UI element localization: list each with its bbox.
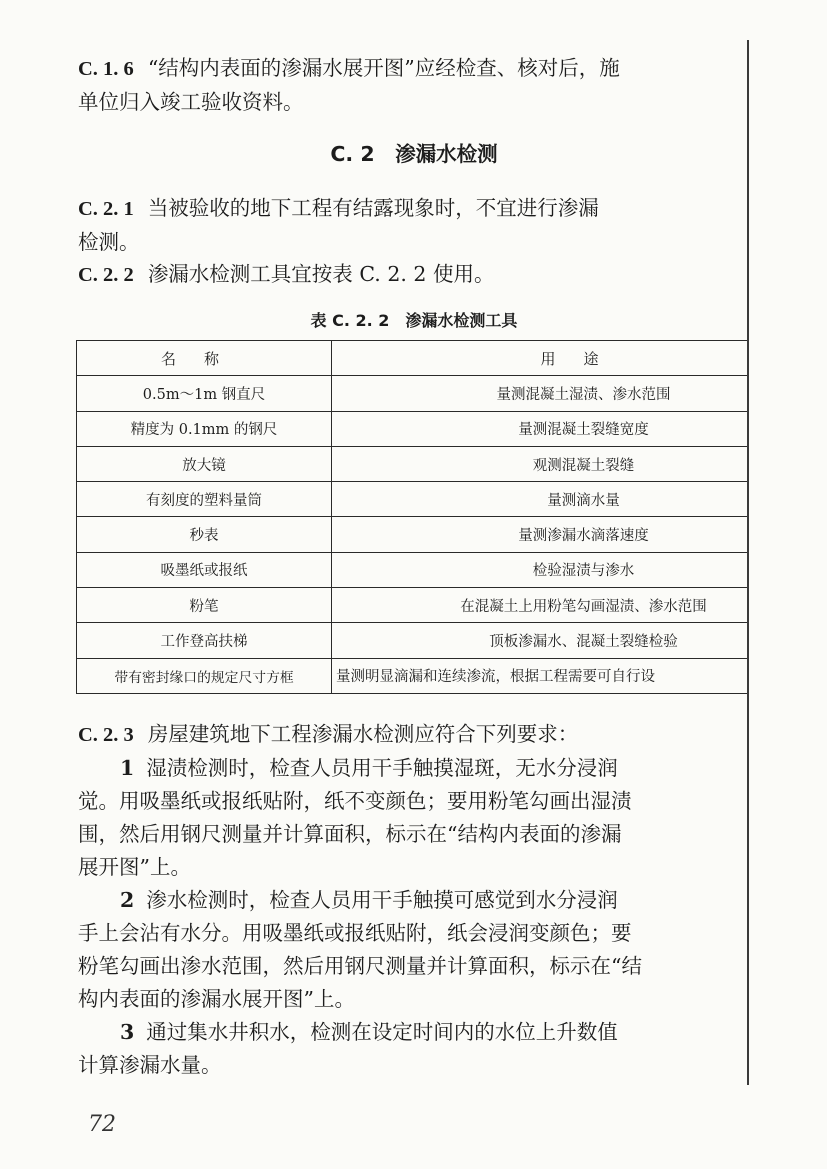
cell-name: 工作登高扶梯	[77, 623, 332, 658]
clause-c-1-6	[78, 52, 750, 119]
clause-c-2-2	[78, 258, 750, 292]
cell-name: 精度为 0.1mm 的钢尺	[77, 411, 332, 446]
item-text: 粉笔勾画出渗水范围，然后用钢尺测量并计算面积，标示在“结	[78, 954, 642, 978]
item-text: 计算渗漏水量。	[78, 1053, 222, 1077]
list-item-2	[78, 884, 750, 917]
cell-use: 检验湿渍与渗水	[332, 552, 748, 587]
cell-name: 粉笔	[77, 588, 332, 623]
item-text: 通过集水井积水，检测在设定时间内的水位上升数值	[146, 1020, 618, 1044]
clause-line	[78, 258, 750, 292]
table-header-row	[77, 341, 748, 376]
item-text: 手上会沾有水分。用吸墨纸或报纸贴附，纸会浸润变颜色；要	[78, 921, 632, 945]
item-text: 构内表面的渗漏水展开图”上。	[78, 987, 355, 1011]
cell-name: 带有密封缘口的规定尺寸方框	[77, 658, 332, 693]
item-number: 1	[120, 756, 135, 780]
list-item-3	[78, 1016, 750, 1049]
header-use: 用途	[332, 341, 748, 376]
clause-c-2-1	[78, 192, 750, 259]
table-row	[77, 658, 748, 693]
table-caption: 表 C. 2. 2 渗漏水检测工具	[310, 311, 518, 330]
clause-number: C. 2. 3	[78, 724, 134, 746]
clause-number: C. 2. 1	[78, 198, 134, 220]
cell-name: 有刻度的塑料量筒	[77, 482, 332, 517]
clause-number: C. 1. 6	[78, 58, 134, 80]
cell-use: 量测混凝土裂缝宽度	[332, 411, 748, 446]
clause-c-2-3	[78, 718, 750, 1082]
table-row	[77, 446, 748, 481]
clause-line	[78, 192, 750, 226]
list-item-1	[78, 752, 750, 785]
clause-line	[78, 52, 750, 86]
page-number: 72	[88, 1112, 116, 1137]
cell-use: 量测渗漏水滴落速度	[332, 517, 748, 552]
item-number: 2	[120, 888, 135, 912]
cell-name: 秒表	[77, 517, 332, 552]
item-text: 展开图”上。	[78, 855, 191, 879]
tools-table	[76, 340, 747, 694]
cell-use: 量测明显滴漏和连续渗流，根据工程需要可自行设	[332, 658, 748, 693]
cell-use: 量测混凝土湿渍、渗水范围	[332, 376, 748, 411]
clause-text: 单位归入竣工验收资料。	[78, 90, 304, 114]
clause-text: “结构内表面的渗漏水展开图”应经检查、核对后，施	[147, 56, 620, 80]
item-text: 湿渍检测时，检查人员用干手触摸湿斑，无水分浸润	[146, 756, 618, 780]
clause-text: 渗漏水检测工具宜按表 C. 2. 2 使用。	[147, 262, 495, 286]
cell-use: 顶板渗漏水、混凝土裂缝检验	[332, 623, 748, 658]
cell-name: 吸墨纸或报纸	[77, 552, 332, 587]
table-row	[77, 517, 748, 552]
item-text: 觉。用吸墨纸或报纸贴附，纸不变颜色；要用粉笔勾画出湿渍	[78, 789, 632, 813]
clause-text: 当被验收的地下工程有结露现象时，不宜进行渗漏	[147, 196, 599, 220]
cell-name: 放大镜	[77, 446, 332, 481]
table-row	[77, 588, 748, 623]
clause-text: 检测。	[78, 230, 140, 254]
item-number: 3	[120, 1020, 135, 1044]
cell-use: 量测滴水量	[332, 482, 748, 517]
item-text: 渗水检测时，检查人员用干手触摸可感觉到水分浸润	[146, 888, 618, 912]
table-row	[77, 376, 748, 411]
cell-name: 0.5m～1m 钢直尺	[77, 376, 332, 411]
table-row	[77, 482, 748, 517]
table-row	[77, 623, 748, 658]
table-row	[77, 411, 748, 446]
clause-number: C. 2. 2	[78, 264, 134, 286]
clause-line	[78, 718, 750, 752]
clause-text: 房屋建筑地下工程渗漏水检测应符合下列要求：	[147, 722, 579, 746]
header-name: 名称	[77, 341, 332, 376]
item-text: 围，然后用钢尺测量并计算面积，标示在“结构内表面的渗漏	[78, 822, 622, 846]
cell-use: 观测混凝土裂缝	[332, 446, 748, 481]
section-title: C. 2 渗漏水检测	[330, 142, 498, 166]
table-row	[77, 552, 748, 587]
cell-use: 在混凝土上用粉笔勾画湿渍、渗水范围	[332, 588, 748, 623]
